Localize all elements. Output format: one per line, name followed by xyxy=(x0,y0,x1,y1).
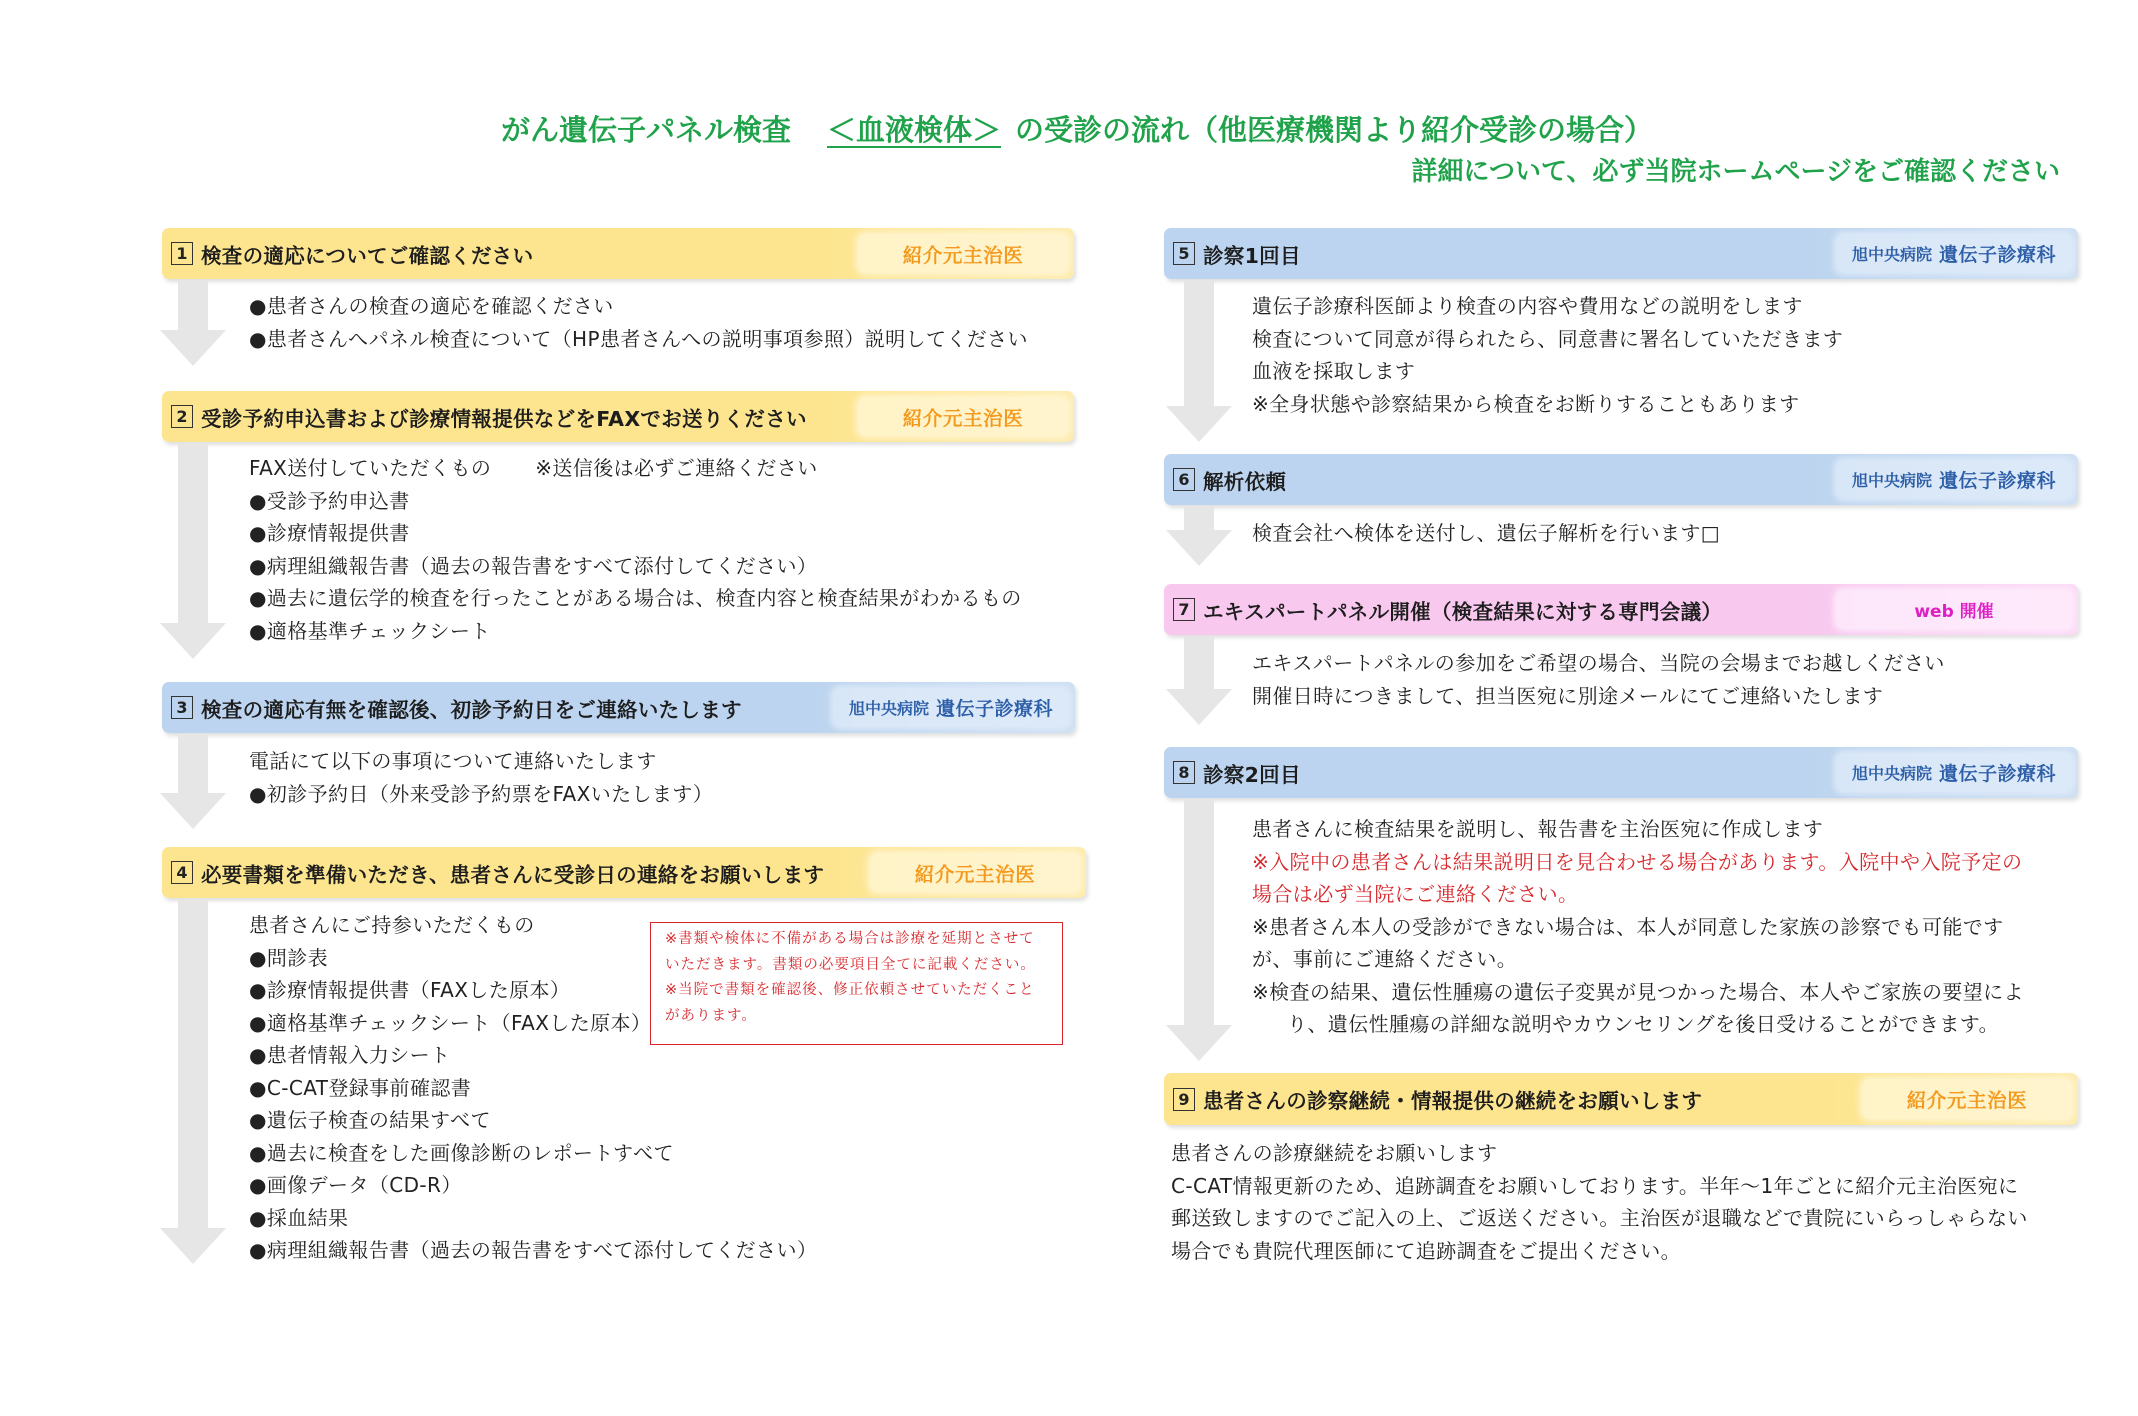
arrow-head xyxy=(160,330,226,366)
inpatient-warning-line: ※入院中の患者さんは結果説明日を見合わせる場合があります。入院中や入院予定の xyxy=(1252,849,2023,874)
step-2-header xyxy=(162,391,1074,442)
list-item: ●遺伝子検査の結果すべて xyxy=(249,1108,491,1132)
hospital-name: 旭中央病院 xyxy=(1851,245,1932,264)
arrow-head xyxy=(1166,530,1232,566)
list-item: 開催日時につきまして、担当医宛に別途メールにてご連絡いたします xyxy=(1252,683,1884,708)
step-7-body xyxy=(1252,647,1945,712)
hospital-name: 旭中央病院 xyxy=(1851,471,1932,490)
list-item: ※全身状態や診察結果から検査をお断りすることもあります xyxy=(1252,391,1800,416)
responsible-party-badge xyxy=(1862,1079,2072,1119)
list-item: 検査会社へ検体を送付し、遺伝子解析を行います□ xyxy=(1252,521,1721,545)
list-item: ●患者情報入力シート xyxy=(249,1043,451,1067)
responsible-party-badge xyxy=(858,234,1068,273)
list-item: り、遺伝性腫瘍の詳細な説明やカウンセリングを後日受けることができます。 xyxy=(1287,1012,1999,1036)
arrow-head xyxy=(1166,406,1232,442)
list-item: 遺伝子診療科医師より検査の内容や費用などの説明をします xyxy=(1252,294,1803,318)
fax-items-heading: FAX送付していただくもの xyxy=(249,456,492,480)
list-item: ●患者さんへパネル検査について（HP患者さんへの説明事項参照）説明してください xyxy=(249,326,1028,351)
warning-note-box xyxy=(650,922,1063,1045)
responsible-party-badge xyxy=(858,397,1068,436)
body-intro xyxy=(249,452,1022,485)
list-item: ●受診予約申込書 xyxy=(249,488,410,513)
arrow-stem xyxy=(1184,800,1214,1025)
step-title: 検査の適応についてご確認ください xyxy=(201,243,534,268)
step-number: 5 xyxy=(1173,242,1195,265)
list-item: 郵送致しますのでご記入の上、ご返送ください。主治医が退職などで貴院にいらっしゃらない xyxy=(1171,1206,2028,1230)
arrow-head xyxy=(160,623,226,659)
responsible-party-badge xyxy=(833,688,1069,727)
department-name: 遺伝子診療科 xyxy=(1939,470,2057,492)
step-3-header xyxy=(162,682,1075,733)
step-6-header xyxy=(1164,454,2078,505)
page-title xyxy=(501,112,1653,148)
list-item: ●過去に遺伝学的検査を行ったことがある場合は、検査内容と検査結果がわかるもの xyxy=(249,586,1022,610)
warning-note-line: があります。 xyxy=(665,1007,757,1024)
step-2-body xyxy=(249,452,1022,647)
list-item: ●病理組織報告書（過去の報告書をすべて添付してください） xyxy=(249,1238,818,1262)
step-title: 解析依頼 xyxy=(1203,469,1287,494)
step-title: 診察2回目 xyxy=(1203,762,1301,787)
arrow-stem xyxy=(178,735,208,793)
step-8-header xyxy=(1164,747,2078,798)
arrow-head xyxy=(1166,1025,1232,1061)
step-number: 7 xyxy=(1173,598,1195,621)
arrow-down-icon xyxy=(160,899,226,1264)
arrow-stem xyxy=(178,443,208,623)
responsible-party-badge xyxy=(1836,234,2072,273)
list-item: ●患者さんの検査の適応を確認ください xyxy=(249,294,614,318)
arrow-down-icon xyxy=(160,443,226,659)
list-item: 場合でも貴院代理医師にて追跡調査をご提出ください。 xyxy=(1171,1238,1681,1263)
hospital-name: 旭中央病院 xyxy=(848,699,929,718)
list-item: ●問診表 xyxy=(249,945,329,970)
list-item: 検査について同意が得られたら、同意書に署名していただきます xyxy=(1252,326,1844,351)
arrow-head xyxy=(160,1228,226,1264)
step-5-header xyxy=(1164,228,2078,279)
step-6-body xyxy=(1252,517,1720,550)
list-item: ●過去に検査をした画像診断のレポートすべて xyxy=(249,1140,674,1165)
warning-note-line: いただきます。書類の必要項目全てに記載ください。 xyxy=(665,956,1036,973)
step-number: 4 xyxy=(171,861,193,884)
department-name: 遺伝子診療科 xyxy=(1939,763,2057,785)
list-item: 患者さんに検査結果を説明し、報告書を主治医宛に作成します xyxy=(1252,817,1824,841)
arrow-stem xyxy=(178,280,208,330)
page-title-specimen: ＜血液検体＞ xyxy=(827,113,1002,147)
step-title: 検査の適応有無を確認後、初診予約日をご連絡いたします xyxy=(201,697,742,722)
arrow-down-icon xyxy=(1166,280,1232,442)
arrow-head xyxy=(160,793,226,829)
list-item: ※検査の結果、遺伝性腫瘍の遺伝子変異が見つかった場合、本人やご家族の要望によ xyxy=(1252,979,2024,1004)
responsible-party-label: 紹介元主治医 xyxy=(914,862,1036,886)
step-8-body xyxy=(1252,813,2024,1041)
department-name: 遺伝子診療科 xyxy=(936,698,1054,720)
list-item: ※患者さん本人の受診ができない場合は、本人が同意した家族の診察でも可能です xyxy=(1252,914,2004,939)
step-title: 患者さんの診察継続・情報提供の継続をお願いします xyxy=(1203,1089,1703,1113)
warning-note-line: ※書類や検体に不備がある場合は診療を延期とさせて xyxy=(665,931,1035,947)
arrow-down-icon xyxy=(160,280,226,366)
step-title: エキスパートパネル開催（検査結果に対する専門会議） xyxy=(1203,599,1723,624)
step-5-body xyxy=(1252,290,1843,420)
list-item: ●画像データ（CD-R） xyxy=(249,1173,462,1197)
step-1-body xyxy=(249,290,1028,355)
arrow-down-icon xyxy=(1166,800,1232,1061)
department-name: 遺伝子診療科 xyxy=(1939,244,2057,266)
list-item: ●診療情報提供書 xyxy=(249,521,410,545)
list-item: ●病理組織報告書（過去の報告書をすべて添付してください） xyxy=(249,553,818,578)
list-item: ●診療情報提供書（FAXした原本） xyxy=(249,978,571,1002)
list-item: 電話にて以下の事項について連絡いたします xyxy=(249,749,657,773)
responsible-party-badge xyxy=(1836,753,2072,792)
step-number: 6 xyxy=(1173,468,1195,491)
step-number: 3 xyxy=(171,696,193,719)
step-7-header xyxy=(1164,584,2078,635)
step-9-header xyxy=(1164,1073,2078,1125)
step-title: 必要書類を準備いただき、患者さんに受診日の連絡をお願いします xyxy=(201,862,825,887)
hospital-name: 旭中央病院 xyxy=(1851,764,1932,783)
step-9-body xyxy=(1171,1137,2028,1267)
step-number: 9 xyxy=(1173,1088,1195,1111)
step-number: 1 xyxy=(171,242,193,265)
list-item: 血液を採取します xyxy=(1252,359,1416,383)
list-item: ●C-CAT登録事前確認書 xyxy=(249,1075,472,1100)
list-item: ●適格基準チェックシート xyxy=(249,618,491,643)
responsible-party-badge xyxy=(1836,460,2072,499)
warning-note-line: ※当院で書類を確認後、修正依頼させていただくこと xyxy=(665,982,1035,998)
step-title: 受診予約申込書および診療情報提供などをFAXでお送りください xyxy=(201,406,807,431)
list-item: が、事前にご連絡ください。 xyxy=(1252,947,1518,971)
list-item: エキスパートパネルの参加をご希望の場合、当院の会場までお越しください xyxy=(1252,651,1945,675)
step-number: 8 xyxy=(1173,761,1195,784)
step-3-body xyxy=(249,745,713,810)
arrow-stem xyxy=(1184,280,1214,406)
responsible-party-badge xyxy=(870,853,1080,892)
arrow-down-icon xyxy=(160,735,226,829)
fax-items-note: ※送信後は必ずご連絡ください xyxy=(535,456,818,480)
meeting-format-badge xyxy=(1836,590,2072,629)
arrow-stem xyxy=(1184,507,1214,530)
responsible-party-label: 紹介元主治医 xyxy=(902,406,1024,430)
step-4-header xyxy=(162,847,1086,898)
inpatient-warning-line: 場合は必ず当院にご連絡ください。 xyxy=(1252,882,1579,906)
list-item: ●採血結果 xyxy=(249,1205,349,1230)
arrow-down-icon xyxy=(1166,507,1232,566)
arrow-down-icon xyxy=(1166,637,1232,725)
list-item: ●初診予約日（外来受診予約票をFAXいたします） xyxy=(249,781,714,806)
step-title: 診察1回目 xyxy=(1203,243,1301,268)
arrow-stem xyxy=(1184,637,1214,689)
step-number: 2 xyxy=(171,405,193,428)
page-title-scope: の受診の流れ（他医療機関より紹介受診の場合） xyxy=(1015,113,1654,147)
page-title-main: がん遺伝子パネル検査 xyxy=(501,113,792,147)
list-item: 患者さんにご持参いただくもの xyxy=(249,913,535,937)
page-subtitle: 詳細について、必ず当院ホームページをご確認ください xyxy=(1411,157,2060,187)
meeting-format-label: web 開催 xyxy=(1914,602,1994,622)
arrow-stem xyxy=(178,899,208,1228)
responsible-party-label: 紹介元主治医 xyxy=(1906,1089,2028,1112)
responsible-party-label: 紹介元主治医 xyxy=(902,243,1024,267)
list-item: ●適格基準チェックシート（FAXした原本） xyxy=(249,1010,652,1035)
list-item: 患者さんの診療継続をお願いします xyxy=(1171,1141,1498,1165)
arrow-head xyxy=(1166,689,1232,725)
step-1-header xyxy=(162,228,1074,279)
list-item: C-CAT情報更新のため、追跡調査をお願いしております。半年～1年ごとに紹介元主治医宛に xyxy=(1171,1173,2019,1198)
